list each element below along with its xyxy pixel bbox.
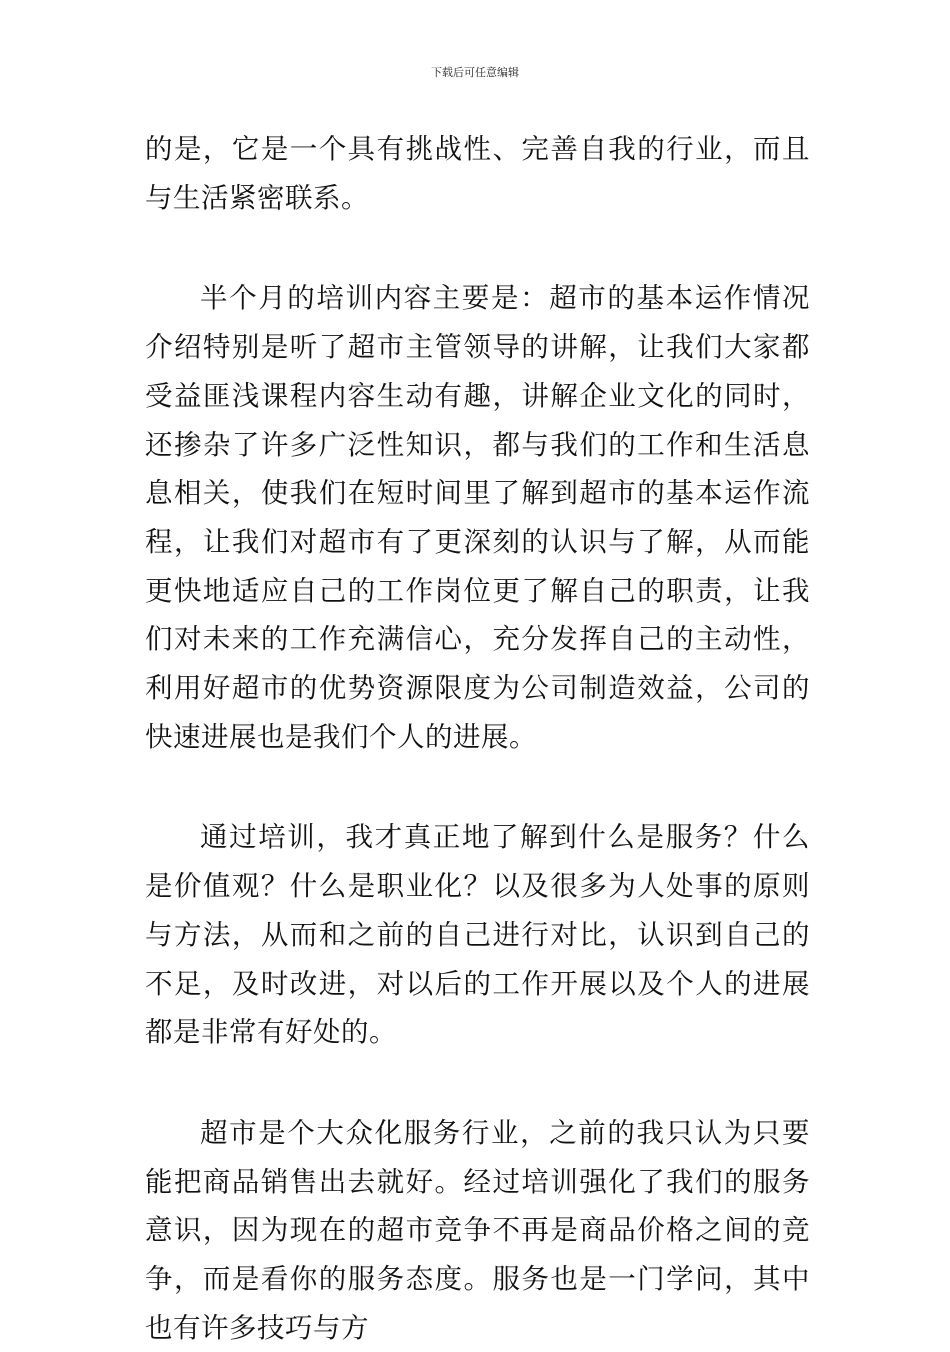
paragraph-gap bbox=[145, 222, 810, 274]
document-body bbox=[145, 125, 810, 1352]
paragraph-gap bbox=[145, 1057, 810, 1109]
page-header: 下载后可任意编辑 bbox=[431, 66, 519, 79]
paragraph-training-content: 半个月的培训内容主要是：超市的基本运作情况介绍特别是听了超市主管领导的讲解，让我们大家都受益匪浅课程内容生动有趣，讲解企业文化的同时，还掺杂了许多广泛性知识，都与我们的工作和生活息息相关，使我们在短时间里了解到超市的基本运作流程，让我们对超市有了更深刻的认识与了解，从而能更快地适应自己的工作岗位更了解自己的职责，让我们对未来的工作充满信心，充分发挥自己的主动性，利用好超市的优势资源限度为公司制造效益，公司的快速进展也是我们个人的进展。 bbox=[145, 282, 810, 753]
paragraph-continuation: 的是，它是一个具有挑战性、完善自我的行业，而且与生活紧密联系。 bbox=[145, 133, 810, 214]
paragraph-service-understanding: 通过培训，我才真正地了解到什么是服务？什么是价值观？什么是职业化？以及很多为人处事的原则与方法，从而和之前的自己进行对比，认识到自己的不足，及时改进，对以后的工作开展以及个人的进展都是非常有好处的。 bbox=[145, 821, 810, 1049]
paragraph-gap bbox=[145, 761, 810, 813]
paragraph-supermarket-service: 超市是个大众化服务行业，之前的我只认为只要能把商品销售出去就好。经过培训强化了我们的服务意识，因为现在的超市竞争不再是商品价格之间的竞争，而是看你的服务态度。服务也是一门学问，其中也有许多技巧与方 bbox=[145, 1116, 810, 1344]
